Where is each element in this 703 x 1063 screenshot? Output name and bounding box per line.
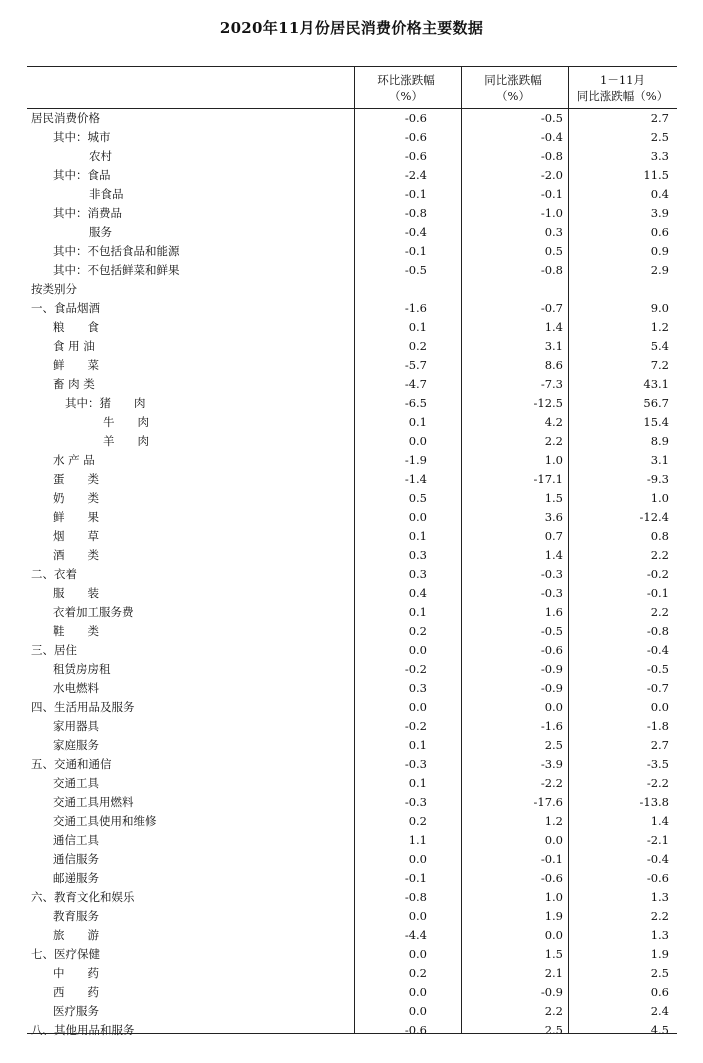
row-label: 牛 肉 [103, 415, 149, 429]
cell-mom: -0.2 [404, 719, 427, 733]
table-row [27, 489, 677, 508]
row-label: 租赁房房租 [53, 662, 111, 676]
row-label: 畜 肉 类 [53, 377, 95, 391]
table-row [27, 1021, 677, 1040]
cell-mom: 0.0 [408, 434, 427, 448]
cell-ytd: 2.2 [650, 909, 669, 923]
cell-yoy: 4.2 [544, 415, 563, 429]
row-label: 粮 食 [53, 320, 99, 334]
table-bottom-rule [27, 1033, 677, 1034]
cell-mom: 0.0 [408, 909, 427, 923]
cell-mom: -1.9 [404, 453, 427, 467]
cell-ytd: 2.7 [650, 738, 669, 752]
table-row [27, 812, 677, 831]
row-label: 水 产 品 [53, 453, 95, 467]
cell-mom: -4.4 [404, 928, 427, 942]
cell-yoy: 0.3 [544, 225, 563, 239]
cell-yoy: -0.5 [540, 624, 563, 638]
table-row [27, 603, 677, 622]
cell-ytd: -1.8 [646, 719, 669, 733]
row-label: 其中：猪 肉 [65, 396, 146, 410]
cell-ytd: 2.2 [650, 605, 669, 619]
row-label: 衣着加工服务费 [53, 605, 134, 619]
cell-yoy: 1.6 [544, 605, 563, 619]
cell-yoy: 1.5 [544, 491, 563, 505]
cell-mom: 0.0 [408, 1004, 427, 1018]
table-row [27, 679, 677, 698]
cell-yoy: -12.5 [533, 396, 563, 410]
cell-ytd: 5.4 [650, 339, 669, 353]
cell-yoy: 1.9 [544, 909, 563, 923]
row-label: 一、食品烟酒 [31, 301, 100, 315]
row-label: 鲜 菜 [53, 358, 99, 372]
cell-mom: -0.1 [404, 871, 427, 885]
cpi-table [27, 66, 677, 1040]
row-label: 中 药 [53, 966, 99, 980]
table-body [27, 109, 677, 1040]
column-divider [354, 66, 355, 1033]
cell-ytd: 1.3 [650, 890, 669, 904]
cell-ytd: 7.2 [650, 358, 669, 372]
table-row [27, 413, 677, 432]
row-label: 羊 肉 [103, 434, 149, 448]
cell-ytd: 0.0 [650, 700, 669, 714]
cell-ytd: 2.5 [650, 130, 669, 144]
cell-mom: 0.3 [408, 567, 427, 581]
cell-mom: 0.2 [408, 339, 427, 353]
table-row [27, 128, 677, 147]
table-row [27, 280, 677, 299]
table-row [27, 318, 677, 337]
cell-yoy: 3.6 [544, 510, 563, 524]
cell-ytd: -0.4 [646, 643, 669, 657]
cell-mom: -0.8 [404, 890, 427, 904]
cell-ytd: -3.5 [646, 757, 669, 771]
table-row [27, 660, 677, 679]
cell-yoy: -0.6 [540, 643, 563, 657]
table-row [27, 375, 677, 394]
cell-yoy: -0.7 [540, 301, 563, 315]
row-label: 通信工具 [53, 833, 99, 847]
table-row [27, 451, 677, 470]
table-row [27, 109, 677, 128]
cell-mom: 0.0 [408, 947, 427, 961]
table-row [27, 584, 677, 603]
cell-mom: -1.6 [404, 301, 427, 315]
cell-yoy: -2.0 [540, 168, 563, 182]
cell-mom: -4.7 [404, 377, 427, 391]
row-label: 教育服务 [53, 909, 99, 923]
cell-ytd: 2.4 [650, 1004, 669, 1018]
row-label: 烟 草 [53, 529, 99, 543]
row-label: 鲜 果 [53, 510, 99, 524]
cell-ytd: 0.6 [650, 225, 669, 239]
cell-yoy: 1.5 [544, 947, 563, 961]
cell-ytd: 2.5 [650, 966, 669, 980]
cell-mom: -0.3 [404, 757, 427, 771]
cell-ytd: 4.5 [650, 1023, 669, 1037]
cell-yoy: -0.6 [540, 871, 563, 885]
table-row [27, 261, 677, 280]
cell-yoy: 8.6 [544, 358, 563, 372]
cell-ytd: -12.4 [639, 510, 669, 524]
cell-mom: -1.4 [404, 472, 427, 486]
row-label: 通信服务 [53, 852, 99, 866]
table-row [27, 337, 677, 356]
row-label: 八、其他用品和服务 [31, 1023, 135, 1037]
row-label: 旅 游 [53, 928, 99, 942]
row-label: 非食品 [89, 187, 124, 201]
table-row [27, 565, 677, 584]
cell-mom: -0.6 [404, 111, 427, 125]
cell-ytd: 2.9 [650, 263, 669, 277]
table-row [27, 527, 677, 546]
table-row [27, 850, 677, 869]
cell-ytd: -2.1 [646, 833, 669, 847]
cell-mom: -0.6 [404, 1023, 427, 1037]
row-label: 交通工具 [53, 776, 99, 790]
table-row [27, 394, 677, 413]
cell-ytd: -13.8 [639, 795, 669, 809]
header-yoy-line1: 同比涨跌幅 [484, 72, 542, 87]
table-row [27, 983, 677, 1002]
cell-ytd: -9.3 [646, 472, 669, 486]
cell-yoy: 2.2 [544, 434, 563, 448]
cell-mom: 0.0 [408, 852, 427, 866]
cell-ytd: 3.1 [650, 453, 669, 467]
cell-ytd: 1.4 [650, 814, 669, 828]
row-label: 蛋 类 [53, 472, 99, 486]
table-row [27, 622, 677, 641]
cell-mom: 0.0 [408, 985, 427, 999]
header-mom [354, 67, 458, 108]
cell-yoy: 0.0 [544, 700, 563, 714]
cell-ytd: 0.6 [650, 985, 669, 999]
table-row [27, 470, 677, 489]
cell-yoy: -17.1 [533, 472, 563, 486]
row-label: 奶 类 [53, 491, 99, 505]
table-row [27, 869, 677, 888]
table-row [27, 793, 677, 812]
table-row [27, 185, 677, 204]
header-ytd [568, 67, 677, 108]
cell-mom: -0.6 [404, 149, 427, 163]
row-label: 交通工具用燃料 [53, 795, 134, 809]
cell-mom: -0.6 [404, 130, 427, 144]
cell-yoy: -0.8 [540, 149, 563, 163]
cell-ytd: 1.2 [650, 320, 669, 334]
page-title: 2020年11月份居民消费价格主要数据 [219, 19, 484, 37]
row-label: 家庭服务 [53, 738, 99, 752]
cell-yoy: -0.9 [540, 681, 563, 695]
cell-mom: -0.2 [404, 662, 427, 676]
table-row [27, 907, 677, 926]
table-row [27, 888, 677, 907]
header-ytd-line1: 1－11月 [600, 72, 645, 87]
table-row [27, 755, 677, 774]
cell-yoy: 1.4 [544, 548, 563, 562]
cell-ytd: -0.7 [646, 681, 669, 695]
row-label: 其中：不包括食品和能源 [53, 244, 180, 258]
cell-mom: 0.0 [408, 510, 427, 524]
cell-yoy: 0.0 [544, 928, 563, 942]
cell-yoy: -1.0 [540, 206, 563, 220]
row-label: 其中：不包括鲜菜和鲜果 [53, 263, 180, 277]
cell-yoy: -1.6 [540, 719, 563, 733]
table-row [27, 831, 677, 850]
cell-mom: -0.3 [404, 795, 427, 809]
cell-mom: -2.4 [404, 168, 427, 182]
row-label: 酒 类 [53, 548, 99, 562]
cell-ytd: 56.7 [643, 396, 669, 410]
row-label: 六、教育文化和娱乐 [31, 890, 135, 904]
cell-yoy: 0.5 [544, 244, 563, 258]
cell-yoy: 1.2 [544, 814, 563, 828]
table-row [27, 546, 677, 565]
cell-mom: 1.1 [408, 833, 427, 847]
table-row [27, 299, 677, 318]
cell-ytd: -0.8 [646, 624, 669, 638]
cell-yoy: -0.1 [540, 852, 563, 866]
cell-yoy: 2.2 [544, 1004, 563, 1018]
cell-yoy: 1.0 [544, 453, 563, 467]
cell-yoy: -0.1 [540, 187, 563, 201]
cell-mom: -0.8 [404, 206, 427, 220]
cell-mom: 0.2 [408, 624, 427, 638]
row-label: 家用器具 [53, 719, 99, 733]
cell-mom: 0.2 [408, 966, 427, 980]
cell-mom: 0.0 [408, 700, 427, 714]
cell-ytd: 11.5 [643, 168, 669, 182]
row-label: 水电燃料 [53, 681, 99, 695]
table-row [27, 774, 677, 793]
cell-mom: 0.1 [408, 738, 427, 752]
cell-mom: -5.7 [404, 358, 427, 372]
row-label: 邮递服务 [53, 871, 99, 885]
cell-ytd: -0.6 [646, 871, 669, 885]
cell-mom: 0.3 [408, 681, 427, 695]
cell-mom: -6.5 [404, 396, 427, 410]
cell-yoy: 2.1 [544, 966, 563, 980]
cell-ytd: -0.1 [646, 586, 669, 600]
row-label: 交通工具使用和维修 [53, 814, 157, 828]
cell-yoy: -2.2 [540, 776, 563, 790]
table-row [27, 736, 677, 755]
header-yoy [461, 67, 565, 108]
cell-ytd: 2.7 [650, 111, 669, 125]
cell-yoy: -0.9 [540, 662, 563, 676]
cell-mom: 0.1 [408, 776, 427, 790]
row-label: 医疗服务 [53, 1004, 99, 1018]
row-label: 其中：消费品 [53, 206, 122, 220]
table-row [27, 432, 677, 451]
cell-ytd: 1.9 [650, 947, 669, 961]
cell-yoy: -17.6 [533, 795, 563, 809]
cell-yoy: 0.0 [544, 833, 563, 847]
header-mom-line2: （%） [389, 88, 423, 103]
cell-ytd: 0.9 [650, 244, 669, 258]
cell-yoy: 3.1 [544, 339, 563, 353]
cell-mom: 0.2 [408, 814, 427, 828]
table-header [27, 66, 677, 109]
cell-ytd: 0.8 [650, 529, 669, 543]
table-row [27, 204, 677, 223]
cell-ytd: 1.3 [650, 928, 669, 942]
cell-ytd: -0.2 [646, 567, 669, 581]
row-label: 其中：城市 [53, 130, 111, 144]
table-row [27, 641, 677, 660]
table-row [27, 242, 677, 261]
cell-ytd: 8.9 [650, 434, 669, 448]
cell-ytd: 1.0 [650, 491, 669, 505]
column-divider [461, 66, 462, 1033]
table-row [27, 698, 677, 717]
cell-yoy: -0.3 [540, 586, 563, 600]
cell-yoy: 1.0 [544, 890, 563, 904]
cell-yoy: -0.4 [540, 130, 563, 144]
cell-ytd: 3.9 [650, 206, 669, 220]
header-yoy-line2: （%） [496, 88, 530, 103]
table-row [27, 356, 677, 375]
table-row [27, 508, 677, 527]
cell-ytd: 0.4 [650, 187, 669, 201]
row-label: 七、医疗保健 [31, 947, 100, 961]
row-label: 按类别分 [31, 282, 77, 296]
header-ytd-line2: 同比涨跌幅（%） [576, 88, 669, 103]
cell-yoy: -0.5 [540, 111, 563, 125]
cell-mom: 0.1 [408, 529, 427, 543]
cell-mom: 0.1 [408, 605, 427, 619]
cell-mom: 0.0 [408, 643, 427, 657]
cell-mom: -0.1 [404, 187, 427, 201]
cell-yoy: 2.5 [544, 738, 563, 752]
cell-ytd: 3.3 [650, 149, 669, 163]
row-label: 四、生活用品及服务 [31, 700, 135, 714]
header-mom-line1: 环比涨跌幅 [377, 72, 435, 87]
cell-ytd: 2.2 [650, 548, 669, 562]
cell-ytd: 43.1 [643, 377, 669, 391]
table-row [27, 166, 677, 185]
cell-yoy: -3.9 [540, 757, 563, 771]
cell-mom: 0.1 [408, 415, 427, 429]
row-label: 服 装 [53, 586, 99, 600]
row-label: 食 用 油 [53, 339, 95, 353]
cell-mom: 0.3 [408, 548, 427, 562]
row-label: 服务 [89, 225, 112, 239]
cell-mom: 0.4 [408, 586, 427, 600]
cell-mom: -0.4 [404, 225, 427, 239]
table-row [27, 223, 677, 242]
cell-mom: -0.5 [404, 263, 427, 277]
row-label: 其中：食品 [53, 168, 111, 182]
cell-mom: 0.1 [408, 320, 427, 334]
table-row [27, 926, 677, 945]
table-row [27, 717, 677, 736]
cell-mom: 0.5 [408, 491, 427, 505]
cell-yoy: -7.3 [540, 377, 563, 391]
row-label: 五、交通和通信 [31, 757, 112, 771]
row-label: 二、衣着 [31, 567, 77, 581]
table-row [27, 147, 677, 166]
cell-ytd: -0.5 [646, 662, 669, 676]
cell-yoy: -0.8 [540, 263, 563, 277]
cell-ytd: 15.4 [643, 415, 669, 429]
table-row [27, 945, 677, 964]
cell-yoy: 1.4 [544, 320, 563, 334]
column-divider [568, 66, 569, 1033]
row-label: 三、居住 [31, 643, 77, 657]
table-row [27, 964, 677, 983]
cell-mom: -0.1 [404, 244, 427, 258]
cell-ytd: 9.0 [650, 301, 669, 315]
row-label: 居民消费价格 [31, 111, 100, 125]
cell-yoy: 0.7 [544, 529, 563, 543]
cell-yoy: -0.9 [540, 985, 563, 999]
cell-yoy: -0.3 [540, 567, 563, 581]
cell-ytd: -0.4 [646, 852, 669, 866]
row-label: 农村 [89, 149, 112, 163]
cell-yoy: 2.5 [544, 1023, 563, 1037]
row-label: 西 药 [53, 985, 99, 999]
cell-ytd: -2.2 [646, 776, 669, 790]
table-row [27, 1002, 677, 1021]
row-label: 鞋 类 [53, 624, 99, 638]
